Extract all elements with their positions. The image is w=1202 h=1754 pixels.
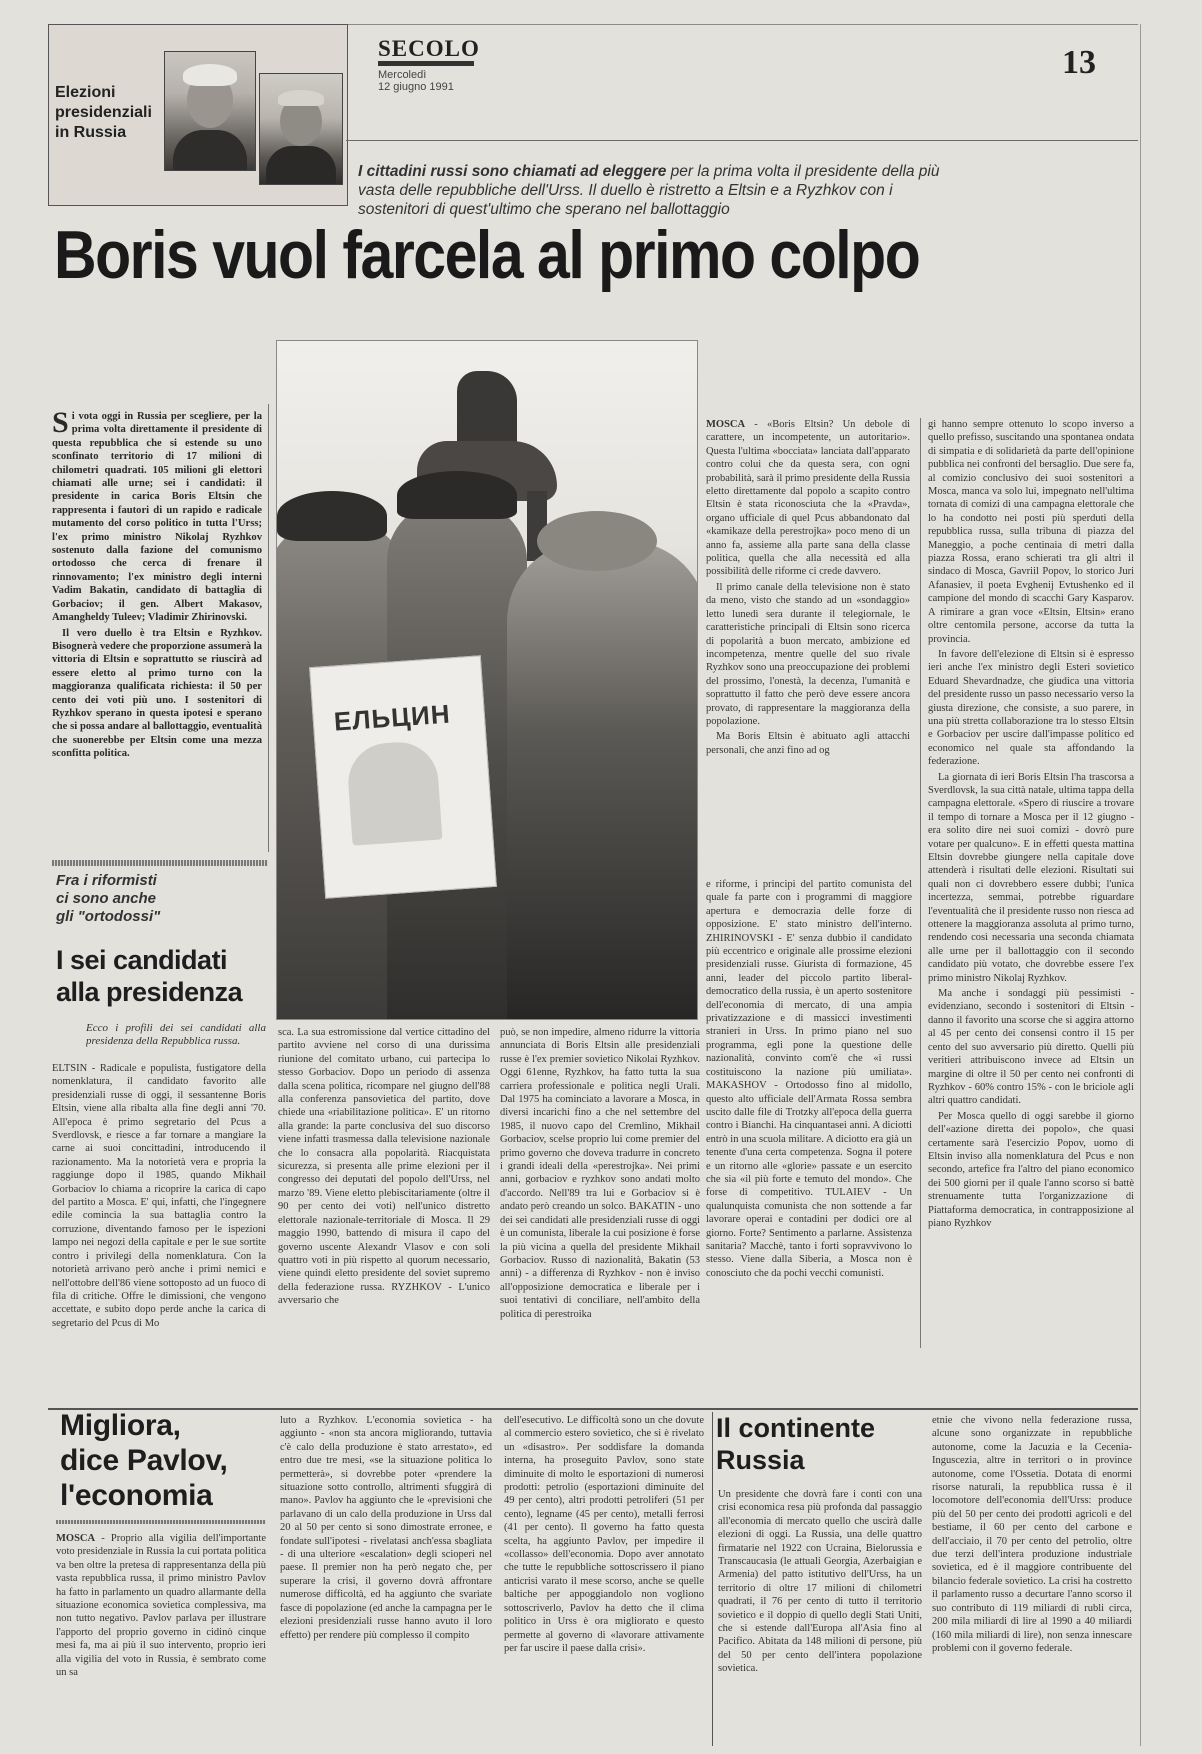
section-tag-line2: presidenziali — [55, 104, 152, 121]
standfirst-rule — [346, 140, 1138, 141]
candidates-col-2: sca. La sua estromissione dal vertice cittadino del partito avviene nel corso di una durissima riunione del comitato urbano, cui partecipa lo stesso Gorbaciov. Dopo un periodo di assenza dalla scena politica, ricompare nel giugno dell'88 alla conferenza pansovietica del partito, dove chiede una «riabilitazione politica». E' un ritorno alla grande: la parte conclusiva del suo discorso viene infatti trasmessa dalla televisione nazionale che lo consacra alla popolarità. Riacquistata sicurezza, si presenta alle prime elezioni per il congresso dei deputati del popolo dell'Urss, nel marzo '89. Viene eletto plebiscitariamente (oltre il 90 per cento dei voti) nell'unico distretto elettorale nazionale-territoriale di Mosca. Il 29 maggio 1990, battendo di misura il capo del governo uscente Alexandr Vlasov e con soli quattro voti in più rispetto al quorum necessario, viene quindi eletto presidente del soviet supremo della federazione russa. RYZHKOV - L'unico avversario che — [278, 1027, 490, 1307]
standfirst — [358, 162, 958, 219]
lead-text: i vota oggi in Russia per scegliere, per la prima volta direttamente il presidente di questa repubblica che si estende su uno sconfinato territorio di 17 milioni di chilometri quadrati. 105 milioni gli elettori chiamati alle urne; sei i candidati: il presidente in carica Boris Eltsin che rappresenta i fautori di un rapido e radicale mutamento del corso politico in tutta l'Urss; l'ex primo ministro Nikolaj Ryzhkov sostenuto dalla fazione del comunismo ortodosso che cerca di frenare il rinnovamento; l'ex ministro degli interni Vadim Bakatin, candidato di battaglia di Gorbaciov; il gen. Albert Makasov, Amangheldy Tuleev; Vladimir Zhirinovski. — [52, 411, 262, 624]
right-edge-rule — [1140, 24, 1141, 1746]
main-photo — [276, 340, 698, 1020]
portrait-ryzhkov — [259, 73, 343, 185]
candidates-intro: Ecco i profili dei sei candidati alla presidenza della Repubblica russa. — [86, 1022, 266, 1047]
candidates-title — [56, 944, 242, 1008]
pavlov-title-line1: Migliora, — [60, 1409, 181, 1442]
candidates-thick-rule — [52, 860, 268, 866]
lead-text-2: Il vero duello è tra Eltsin e Ryzhkov. Bisognerà vedere che proporzione assumerà la vittoria di Eltsin e soprattutto se riuscirà ad essere eletto al primo turno con la maggioranza qualificata richiesta: il 50 per cento dei voti più uno. I sostenitori di Ryzhkov sperano in questa ipotesi e sperano che si possa andare al ballottaggio, eventualità che suonerebbe per Eltsin come una mezza sconfitta politica. — [52, 627, 262, 760]
candidates-col-3: può, se non impedire, almeno ridurre la vittoria annunciata di Boris Eltsin alle presidenziali russe è l'ex premier sovietico Nikolai Ryzhkov. Oggi 61enne, Ryzhkov, ha fatto tutta la sua carriera professionale e politica negli Urali. Dal 1975 ha cominciato a lavorare a Mosca, in diversi incarichi fino a che nel settembre del 1985, il nuovo capo del Cremlino, Mikhail Gorbaciov, scelse proprio lui come premier del primo governo che doveva tradurre in concreto i grandi ideali della «perestrojka». Nei primi anni, gorbaciov e ryzhkov sono andati molto d'accordo. Nell'89 tra lui e Gorbaciov si è andato però creando un solco. BAKATIN - uno dei sei candidati alle presidenziali russe di oggi è un comunista, liberale la cui posizione è forse la più vicina a quella del presidente Mikhail Gorbaciov. Russo di nazionalità, Bakatin (53 anni) - a differenza di Ryzhkov - non è inviso all'opposizione democratica e liberale per i suoi tentativi di conciliare, nell'ambito della politica di perestroika — [500, 1027, 700, 1320]
lead-column — [52, 410, 262, 850]
continente-title-line2: Russia — [716, 1445, 805, 1475]
kicker-line2: ci sono anche — [56, 890, 157, 907]
main-text-b4: Ma anche i sondaggi più pessimisti - evidenziano, secondo i sostenitori di Eltsin - danno il favorito una scorse che si aggira attorno al 45 per cento dei consensi contro il 15 per cento del suo avversario più diretto. Quelli più veritieri attribuiscono invece ad Eltsin un margine di oltre il 50 per cento nei confronti di Ryzhkov - 60% contro 15% - con le briciole agli altri quattro candidati. — [928, 988, 1134, 1107]
candidates-col-4: e riforme, i principi del partito comunista del quale fa parte con i programmi di maggiore apertura e democrazia delle forze di opposizione. E' stato ministro dell'interno. ZHIRINOVSKI - E' senza dubbio il candidato più eccentrico e originale alle prossime elezioni presidenziali russe. Giurista di formazione, 45 anni, leader del piccolo partito liberal-democratico della russia, è un aperto sostenitore dell'economia di mercato, di una ampia privatizzazione e di massicci investimenti stranieri in Urss. In primo piano nel suo programma, egli pone la questione delle nazionalità, convinto com'è che «i russi costituiscono la nazione più umiliata». MAKASHOV - Ortodosso fino al midollo, questo alto ufficiale dell'Armata Rossa sembra uscito dalle file di Trotzky all'epoca della guerra contro i Bianchi. Ha cinquantasei anni. A diciotti entrò in una scuola militare. A diciotto era già un tenente d'una certa competenza. Sogna il potere e un ritorno alle «glorie» passate e un esercito che sia «il più forte e temuto del mondo». Che forse di competitivo. TULAIEV - Un qualunquista comunista che non sottende a far lavorare operai e contadini per dodici ore al giorno. Forte? Sentimento a parlarne. Assistenza sanitaria? Macchè, tanto i forti sopravvivono lo stesso. Viene dalla Siberia, a Mosca non è conosciuto che da pochi vecchi comunisti. — [706, 879, 912, 1279]
masthead-date: 12 giugno 1991 — [378, 81, 454, 93]
pavlov-col-2: luto a Ryzhkov. L'economia sovietica - ha aggiunto - «non sta ancora migliorando, tuttavia c'è calo della produzione è stato arrestato», ed entro due tre mesi, «se la situazione politica lo permetterà», si dovrebbe poter «prendere la situazione sotto controllo, altrimenti sfuggirà di mano». Pavlov ha aggiunto che le «previsioni che parlavano di un calo della produzione in Urss dal 20 al 50 per cento si sono dimostrate erronee, e fondate sull'ipotesi - rivelatasi anch'essa sbagliata - di una ulteriore «escalation» degli scioperi nel paese. Il premier non ha però negato che, per superare la crisi, il governo dovrà affrontare numerose difficoltà, ed ha aggiunto che svariate fasce di popolazione (ed anche la campagna per le elezioni presidenziali russe hanno avuto il loro effetto) per rendere più complesso il compito — [280, 1415, 492, 1641]
drop-cap: S — [52, 410, 69, 439]
main-text-b: gi hanno sempre ottenuto lo scopo inverso a quello prefisso, suscitando una spontanea ondata di simpatia e di solidarietà da parte dell'opinione pubblica nei confronti del bersaglio. Due sere fa, al comizio conclusivo dei suoi sostenitori a Mosca, manca va solo lui, impegnato nell'ultima tornata di comizi di una campagna elettorale che lo ha condotto nei posti più sperduti della repubblica russa, sulla tribuna di piazza del Maneggio, a poche centinaia di metri dalla piazza Rossa, erano schierati tra gli altri il sindaco di Mosca, Gavriil Popov, lo storico Juri Afanasiev, il poeta Evghenij Evtushenko ed il campione del mondo di scacchi Gary Kasparov. A rimirare a gran voce «Eltsin, Eltsin» erano oltre centomila persone, accorse da tutta la provincia. — [928, 419, 1134, 645]
main-col-b — [928, 418, 1134, 1348]
main-text-b5: Per Mosca quello di oggi sarebbe il giorno dell'«azione diretta dei popolo», che quasi certamente sarà l'esercizio Popov, uomo di Eltsin inviso alla nomenklatura del Pcus e non secondo, artefice fra l'altro del piano economico dei 500 giorni per il quale l'anno scorso si battè strenuamente tutta l'organizzazione di Piattaforma democratica, in contrapposizione al piano Ryzhkov — [928, 1110, 1134, 1229]
page-number: 13 — [1062, 44, 1096, 81]
kicker-line1: Fra i riformisti — [56, 872, 157, 889]
main-text-a3: Ma Boris Eltsin è abituato agli attacchi personali, che anzi fino ad og — [706, 731, 910, 756]
section-tag-line3: in Russia — [55, 124, 127, 141]
pavlov-dateline: MOSCA — [56, 1533, 96, 1544]
standfirst-rest: per la prima volta il presidente della più vasta delle repubbliche dell'Urss. Il duello è ristretto a Eltsin e a Ryzhkov con i sostenitori di quest'ultimo che sperano nel ballottaggio — [358, 163, 940, 218]
main-text-b3: La giornata di ieri Boris Eltsin l'ha trascorsa a Sverdlovsk, la sua città natale, ultima tappa della campagna elettorale. «Spero di riuscire a trovare il tempo di tornare a Mosca per il 12 giugno - era solito dire nei suoi comizi - dovrò pure votare per qualcuno». E in effetti questa mattina Eltsin dovrebbe giungere nella capitale dove attenderà i risultati delle elezioni. Risultati sui quali non ci dovrebbero essere dubbi; l'unica incertezza, semmai, potrebbe riguardare l'eventualità che il presidente russo non riesca ad ottenere la maggioranza assoluta al primo turno, rendendo così necessaria una seconda chiamata alle urne per il ballottaggio con il secondo candidato più votato, che dovrebbe essere l'ex primo ministro Nikolaj Ryzhkov. — [928, 771, 1134, 984]
continente-col-1: Un presidente che dovrà fare i conti con una crisi economica resa più profonda dal passaggio all'economia di mercato quello che uscirà dalle elezioni di oggi. La Russia, una delle quattro firmatarie nel 1922 con Ucraina, Bielorussia e Transcaucasia (le attuali Georgia, Azerbaigian e Armenia) del patto istitutivo dell'Urss, ha un territorio di oltre 17 milioni di chilometri quadrati, il 76 per cento di tutto il territorio sovietico e il doppio di quello degli Stati Uniti, che si estende dall'Europa all'Asia fino al Pacifico. Abitata da 148 milioni di persone, più del 50 per cento dell'intera popolazione sovietica. — [718, 1489, 922, 1675]
kicker-line3: gli "ortodossi" — [56, 908, 161, 925]
continente-col-2: etnie che vivono nella federazione russa, alcune sono organizzate in repubbliche autonome, come la Jacuzia e la Cecenia-Inguscezia, altre in territori o in province autonome, come l'Ossetia. Dotata di enormi risorse naturali, la repubblica russa è il locomotore dell'economia dell'Urss: produce più del 50 per cento dei prodotti agricoli e del bestiame, il 60 per cento del carbone e dell'acciaio, il 70 per cento del petrolio, oltre due terzi dell'intera produzione industriale sovietica, ed è il maggiore contribuente del bilancio federale sovietico. La crisi ha costretto il parlamento russo a decurtare l'anno scorso il suo contributo di 119 miliardi di rubli circa, 200 mila miliardi di lire al 1990 a 40 miliardi (160 mila miliardi di lire), non senza innescare problemi con il governo federale. — [932, 1415, 1132, 1654]
main-dateline: MOSCA — [706, 419, 746, 430]
main-text-a: - «Boris Eltsin? Un debole di carattere, un incompetente, un autoritario». Questa l'ultima «bocciata» lanciata dall'apparato contro colui che da questa sera, con ogni probabilità, sarà il primo presidente della Russia eletto direttamente dal popolo a scapito contro Eltsin è stata riconosciuta che la «Pravda», organo ufficiale di quel Pcus abbandonato dal «kamikaze della perestrojka» poco meno di un anno fa, assieme alla parte sana della classe politica, quella che alla necessità ed alla possibilità delle riforme ci crede davvero. — [706, 419, 910, 578]
masthead-day: Mercoledì — [378, 69, 427, 81]
portrait-eltsin — [164, 51, 256, 171]
lead-rule — [268, 404, 269, 852]
main-rule — [920, 418, 921, 1348]
pavlov-col-1 — [56, 1532, 266, 1744]
pavlov-title-line2: dice Pavlov, — [60, 1444, 228, 1477]
main-col-a — [706, 418, 910, 860]
main-text-a2: Il primo canale della televisione non è stato da meno, visto che stando ad un «sondaggio» letto lunedì sera durante il telegiornale, le caratteristiche principali di Eltsin sono ricerca di popolarità a buon mercato, ambizione ed incompetenza, mentre quelle del suo rivale Ryzhkov sono una preoccupazione dei problemi del prossimo, l'onestà, la decenza, l'umanità e soprattutto il fatto che però deve essere ancora provato, di rappresentare la maggioranza della popolazione. — [706, 581, 910, 727]
continente-title — [716, 1412, 875, 1476]
pavlov-text-1: - Proprio alla vigilia dell'importante voto presidenziale in Russia la cui portata politica va ben oltre la pretesa di rappresentanza della più vasta repubblica russa, il primo ministro Pavlov ha fatto in parlamento un quadro allarmante della situazione economica sovietica complessiva, ma non tutto negativo. Pavlov parlava per illustrare l'apporto del proprio governo in cidinò cinque mesi fa, ma ai più il suo intervento, proprio ieri alla vigilia del voto in Russia, è sembrato come un sa — [56, 1533, 266, 1679]
candidates-title-line2: alla presidenza — [56, 977, 243, 1007]
photo-sign — [309, 655, 497, 898]
candidates-title-line1: I sei candidati — [56, 945, 228, 975]
pavlov-thick-rule — [56, 1520, 266, 1524]
continente-title-line1: Il continente — [716, 1413, 876, 1443]
photo-sign-text: ЕЛЬЦИН — [332, 698, 452, 737]
section-tag — [55, 83, 152, 143]
masthead — [378, 36, 480, 93]
headline: Boris vuol farcela al primo colpo — [54, 217, 920, 294]
pavlov-title — [60, 1408, 228, 1513]
continente-rule — [712, 1412, 713, 1746]
section-tag-box — [48, 24, 348, 206]
candidates-col-1: ELTSIN - Radicale e populista, fustigatore della nomenklatura, il candidato favorito alle presidenziali russe di oggi, il sessantenne Boris Eltsin, viene alla ribalta alla fine degli anni '70. All'epoca è primo segretario del Pcus a Sverdlovsk, e riesce a far tornare a mangiare la carne ai suoi concittadini, introducendo il razionamento. Ma la notorietà vera e propria la raggiunge dopo il 1985, quando Mikhail Gorbaciov lo chiama a ricoprire la carica di capo del partito a Mosca. E' qui, infatti, che l'ingegnere edile comincia la sua battaglia contro la corruzione, diventando famoso per le ispezioni lampo nei negozi della capitale e per le sue sortite contro i privilegi della nomenklatura. Con la notorietà arrivano però anche i primi nemici e nell'ottobre dell'86 viene sottoposto ad un fuoco di fila di critiche. Offre le dimissioni, che vengono accettate, e subito dopo perde anche la carica di segretario del Pcus di Mo — [52, 1063, 266, 1329]
pavlov-col-3: dell'esecutivo. Le difficoltà sono un che dovute al commercio estero sovietico, che si è rivelato un «disastro». Per soddisfare la domanda interna, ha proseguito Pavlov, sono state diminuite di molto le esportazioni di numerosi prodotti: petrolio (esportazioni diminuite del 49 per cento), altri prodotti petroliferi (51 per cento), legname (45 per cento), metalli ferrosi (41 per cento). Il governo ha fatto questa scelta, ha aggiunto Pavlov, per impedire il «collasso» dell'economia. Dopo aver annotato che tutte le repubbliche sottoscrissero il piano anticrisi varato il mese scorso, anche se quelle baltiche per appoggiandolo non vogliono sottoscriverlo, Pavlov ha detto che il clima politico in Urss è ora migliorato e questo permette al governo di «lavorare attivamente per far uscire il paese dalla crisi». — [504, 1415, 704, 1654]
paper-name: SECOLO — [378, 36, 480, 61]
main-text-b2: In favore dell'elezione di Eltsin si è espresso ieri anche l'ex ministro degli Esteri sovietico Eduard Shevardnadze, che giudica una vittoria del presidente russo un passo necessario verso la giusta direzione, che consiste, a suo parere, in una più stretta collaborazione tra lo stesso Eltsin e Gorbaciov per uscire dall'impasse politico ed economico nel quale sta affondando la federazione. — [928, 648, 1134, 768]
section-tag-line1: Elezioni — [55, 84, 116, 101]
standfirst-lead: I cittadini russi sono chiamati ad eleggere — [358, 163, 667, 180]
pavlov-title-line3: l'economia — [60, 1479, 213, 1512]
candidates-kicker — [56, 872, 160, 926]
